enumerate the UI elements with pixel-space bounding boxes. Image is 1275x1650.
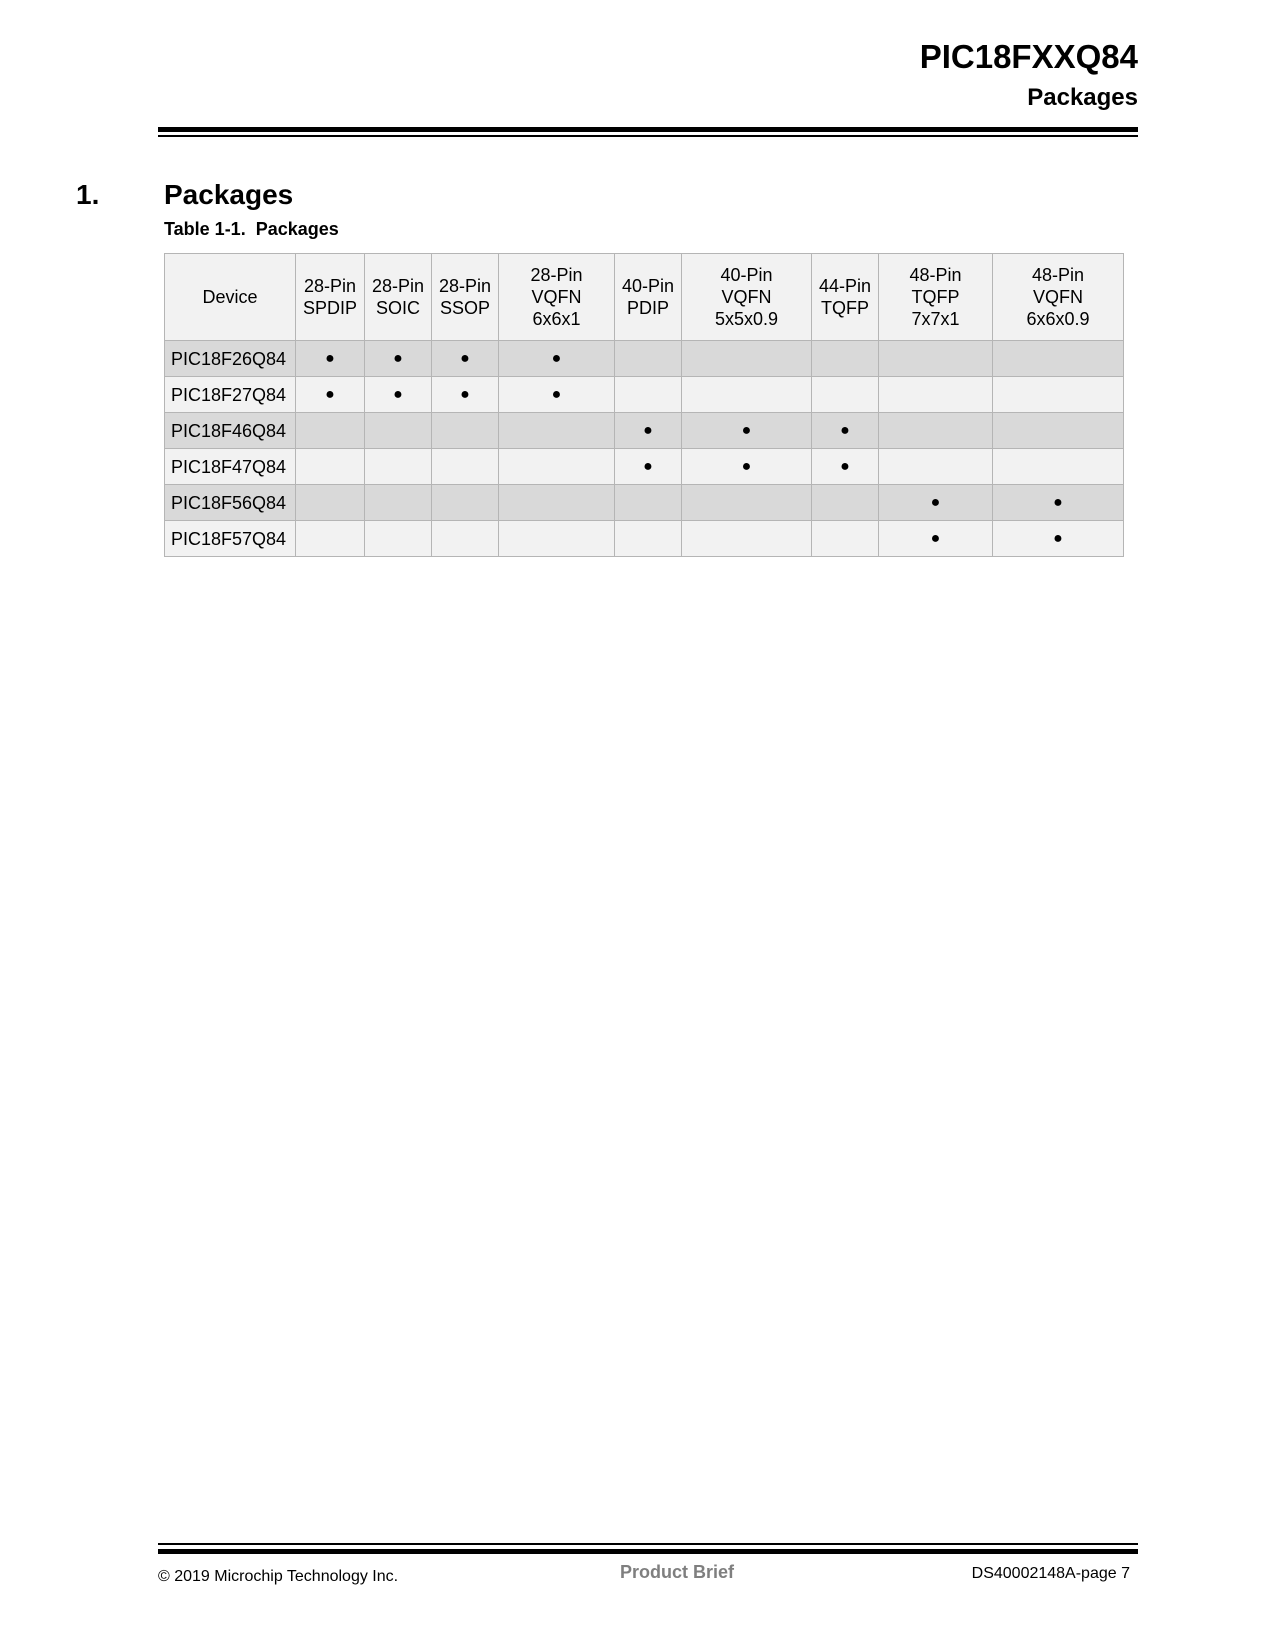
- header-rule-thick: [158, 127, 1138, 132]
- device-name: PIC18F56Q84: [165, 485, 296, 521]
- column-header-line: 6x6x0.9: [1026, 309, 1090, 329]
- table-cell: [296, 485, 365, 521]
- device-name: PIC18F46Q84: [165, 413, 296, 449]
- package-available-dot: ●: [296, 377, 365, 413]
- column-header-line: 48-Pin: [909, 265, 962, 285]
- table-row: [165, 449, 1124, 485]
- device-name: PIC18F26Q84: [165, 341, 296, 377]
- document-title: PIC18FXXQ84: [919, 38, 1138, 75]
- table-cell: [499, 449, 615, 485]
- table-cell: [615, 485, 682, 521]
- column-header-line: 5x5x0.9: [714, 309, 779, 329]
- column-header-device: [165, 254, 296, 341]
- table-cell: [499, 485, 615, 521]
- column-header-line: SPDIP: [302, 298, 358, 318]
- table-cell: [879, 449, 993, 485]
- table-cell: [432, 413, 499, 449]
- package-available-dot: ●: [682, 449, 812, 485]
- table-cell: [499, 521, 615, 557]
- device-name: PIC18F57Q84: [165, 521, 296, 557]
- table-row: [165, 485, 1124, 521]
- document-subtitle: Packages: [1027, 84, 1138, 111]
- column-header-line: Device: [202, 287, 258, 307]
- package-available-dot: ●: [365, 377, 432, 413]
- table-cell: [879, 377, 993, 413]
- table-cell: [682, 521, 812, 557]
- column-header: [365, 254, 432, 341]
- footer-copyright: © 2019 Microchip Technology Inc.: [158, 1568, 399, 1585]
- column-header: [879, 254, 993, 341]
- column-header-line: 40-Pin: [720, 265, 773, 285]
- table-cell: [296, 413, 365, 449]
- table-cell: [812, 521, 879, 557]
- table-cell: [682, 485, 812, 521]
- table-cell: [993, 377, 1124, 413]
- table-cell: [812, 485, 879, 521]
- table-cell: [812, 341, 879, 377]
- table-cell: [615, 377, 682, 413]
- package-available-dot: ●: [812, 449, 879, 485]
- table-row: [165, 521, 1124, 557]
- column-header-line: 40-Pin: [621, 276, 675, 296]
- column-header-line: SSOP: [439, 298, 491, 318]
- device-name: PIC18F27Q84: [165, 377, 296, 413]
- table-cell: [879, 413, 993, 449]
- table-cell: [365, 449, 432, 485]
- column-header-line: 6x6x1: [532, 309, 581, 329]
- table-cell: [296, 521, 365, 557]
- table-cell: [812, 377, 879, 413]
- column-header: [812, 254, 879, 341]
- package-available-dot: ●: [432, 377, 499, 413]
- packages-table: [164, 253, 1124, 557]
- footer-doc-type: Product Brief: [620, 1562, 735, 1582]
- package-available-dot: ●: [993, 485, 1124, 521]
- footer-page-ref: DS40002148A-page 7: [971, 1565, 1130, 1582]
- column-header-line: 28-Pin: [438, 276, 492, 296]
- table-cell: [365, 413, 432, 449]
- table-row: [165, 341, 1124, 377]
- table-cell: [993, 341, 1124, 377]
- column-header-line: 28-Pin: [371, 276, 425, 296]
- table-cell: [365, 521, 432, 557]
- table-caption: Table 1-1. Packages: [164, 219, 339, 239]
- package-available-dot: ●: [879, 521, 993, 557]
- header-rule-thin: [158, 135, 1138, 137]
- table-header-row: [165, 254, 1124, 341]
- table-cell: [993, 449, 1124, 485]
- column-header: [432, 254, 499, 341]
- package-available-dot: ●: [432, 341, 499, 377]
- table-cell: [432, 521, 499, 557]
- column-header: [993, 254, 1124, 341]
- table-cell: [879, 341, 993, 377]
- footer-rule-thick: [158, 1549, 1138, 1554]
- table-body: [165, 341, 1124, 557]
- package-available-dot: ●: [812, 413, 879, 449]
- column-header-line: 44-Pin: [818, 276, 872, 296]
- column-header: [296, 254, 365, 341]
- package-available-dot: ●: [615, 413, 682, 449]
- table-cell: [615, 521, 682, 557]
- column-header-line: 7x7x1: [911, 309, 960, 329]
- table-row: [165, 377, 1124, 413]
- table-cell: [682, 341, 812, 377]
- package-available-dot: ●: [682, 413, 812, 449]
- column-header-line: VQFN: [721, 287, 772, 307]
- package-available-dot: ●: [993, 521, 1124, 557]
- package-available-dot: ●: [365, 341, 432, 377]
- column-header-line: 48-Pin: [1031, 265, 1085, 285]
- device-name: PIC18F47Q84: [165, 449, 296, 485]
- table-cell: [993, 413, 1124, 449]
- package-available-dot: ●: [296, 341, 365, 377]
- package-available-dot: ●: [499, 341, 615, 377]
- footer-rule-thin: [158, 1543, 1138, 1545]
- section-title: Packages: [164, 179, 294, 210]
- column-header: [615, 254, 682, 341]
- table-row: [165, 413, 1124, 449]
- column-header: [499, 254, 615, 341]
- package-available-dot: ●: [615, 449, 682, 485]
- package-available-dot: ●: [499, 377, 615, 413]
- table-cell: [615, 341, 682, 377]
- column-header-line: VQFN: [531, 287, 582, 307]
- column-header-line: 28-Pin: [530, 265, 583, 285]
- column-header-line: PDIP: [626, 298, 669, 318]
- column-header-line: TQFP: [911, 287, 960, 307]
- table-cell: [499, 413, 615, 449]
- column-header-line: SOIC: [375, 298, 420, 318]
- column-header-line: VQFN: [1032, 287, 1083, 307]
- table-cell: [296, 449, 365, 485]
- column-header: [682, 254, 812, 341]
- table-cell: [682, 377, 812, 413]
- table-cell: [365, 485, 432, 521]
- column-header-line: TQFP: [821, 298, 869, 318]
- column-header-line: 28-Pin: [303, 276, 357, 296]
- table-cell: [432, 449, 499, 485]
- table-cell: [432, 485, 499, 521]
- package-available-dot: ●: [879, 485, 993, 521]
- section-number: 1.: [76, 179, 100, 210]
